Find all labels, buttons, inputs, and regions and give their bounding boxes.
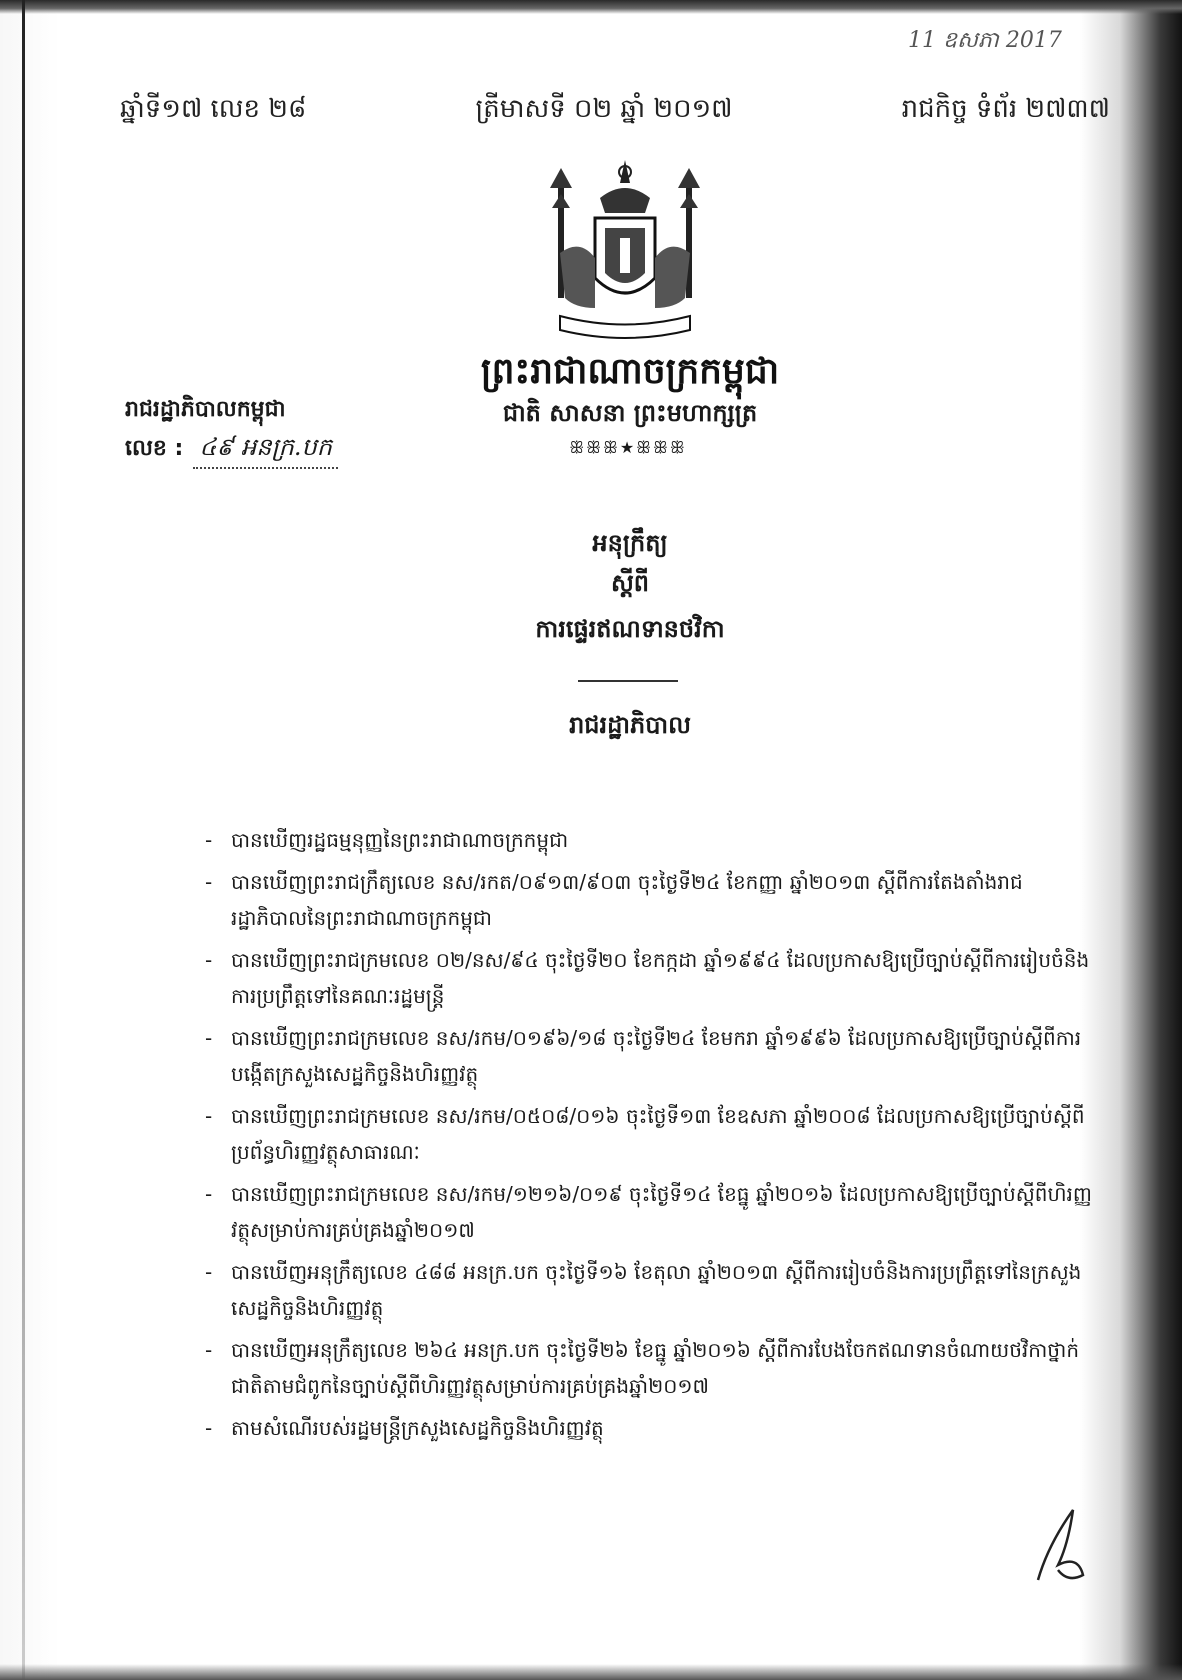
preamble-list <box>205 822 1095 1452</box>
scan-top-edge <box>0 0 1182 14</box>
handwritten-date: 11 ឧសភា 2017 <box>908 28 1062 53</box>
list-item: - តាមសំណើរបស់រដ្ឋមន្ត្រីក្រសួងសេដ្ឋកិច្ចនិងហិរញ្ញវត្ថុ <box>205 1410 1095 1446</box>
royal-coat-of-arms-icon <box>540 158 710 343</box>
decree-about: ស្តីពី <box>610 569 650 597</box>
list-item: - បានឃើញព្រះរាជក្រមលេខ នស/រកម/០១៩៦/១៨ ចុះថ្ងៃទី២៤ ខែមករា ឆ្នាំ១៩៩៦ ដែលប្រកាសឱ្យប្រើច្បាប់ស្តីពីការបង្កើតក្រសួងសេដ្ឋកិច្ចនិងហិរញ្ញវត្ថុ <box>205 1020 1095 1092</box>
number-label: លេខ : <box>125 436 184 461</box>
list-item: - បានឃើញអនុក្រឹត្យលេខ ៤៨៨ អនក្រ.បក ចុះថ្ងៃទី១៦ ខែតុលា ឆ្នាំ២០១៣ ស្តីពីការរៀបចំនិងការប្រព្រឹត្តទៅនៃក្រសួងសេដ្ឋកិច្ចនិងហិរញ្ញវត្ថុ <box>205 1254 1095 1326</box>
decree-subject: ការផ្ទេរឥណទានថវិកា <box>535 615 725 643</box>
decree-type: អនុក្រឹត្យ <box>592 529 668 557</box>
quarter-year: ត្រីមាសទី ០២ ឆ្នាំ ២០១៧ <box>475 94 733 124</box>
gazette-page: រាជកិច្ច ទំព័រ ២៧៣៧ <box>901 94 1110 124</box>
kingdom-title: ព្រះរាជាណាចក្រកម្ពុជា <box>480 351 780 392</box>
list-item: - បានឃើញអនុក្រឹត្យលេខ ២៦៤ អនក្រ.បក ចុះថ្ងៃទី២៦ ខែធ្នូ ឆ្នាំ២០១៦ ស្តីពីការបែងចែកឥណទានចំណាយថវិកាថ្នាក់ជាតិតាមជំពូកនៃច្បាប់ស្តីពីហិរញ្ញវត្ថុសម្រាប់ការគ្រប់គ្រងឆ្នាំ២០១៧ <box>205 1332 1095 1404</box>
number-value: ៤៩ អនក្រ.បក <box>193 432 338 469</box>
list-item: - បានឃើញព្រះរាជក្រមលេខ នស/រកម/១២១៦/០១៩ ចុះថ្ងៃទី១៤ ខែធ្នូ ឆ្នាំ២០១៦ ដែលប្រកាសឱ្យប្រើច្បាប់ស្តីពីហិរញ្ញវត្ថុសម្រាប់ការគ្រប់គ្រងឆ្នាំ២០១៧ <box>205 1176 1095 1248</box>
divider <box>578 680 678 682</box>
year-issue: ឆ្នាំទី១៧ លេខ ២៨ <box>120 94 307 124</box>
scan-bottom-edge <box>0 1664 1182 1680</box>
handwritten-initial-icon <box>1028 1505 1098 1585</box>
title-ornament: ꕥꕥꕥ★ꕥꕥꕥ <box>569 438 687 457</box>
decree-number-line <box>125 432 338 469</box>
scan-left-edge <box>22 0 25 1680</box>
issuer-label: រាជរដ្ឋាភិបាលកម្ពុជា <box>125 397 286 422</box>
list-item: - បានឃើញព្រះរាជក្រមលេខ ០២/នស/៩៤ ចុះថ្ងៃទី២០ ខែកក្កដា ឆ្នាំ១៩៩៤ ដែលប្រកាសឱ្យប្រើច្បាប់ស្តីពីការរៀបចំនិងការប្រព្រឹត្តទៅនៃគណៈរដ្ឋមន្ត្រី <box>205 942 1095 1014</box>
list-item: - បានឃើញព្រះរាជក្រឹត្យលេខ នស/រកត/០៩១៣/៩០៣ ចុះថ្ងៃទី២៤ ខែកញ្ញា ឆ្នាំ២០១៣ ស្តីពីការតែងតាំងរាជរដ្ឋាភិបាលនៃព្រះរាជាណាចក្រកម្ពុជា <box>205 864 1095 936</box>
decree-authority: រាជរដ្ឋាភិបាល <box>569 711 691 739</box>
list-item: - បានឃើញព្រះរាជក្រមលេខ នស/រកម/០៥០៨/០១៦ ចុះថ្ងៃទី១៣ ខែឧសភា ឆ្នាំ២០០៨ ដែលប្រកាសឱ្យប្រើច្បាប់ស្តីពីប្រព័ន្ធហិរញ្ញវត្ថុសាធារណៈ <box>205 1098 1095 1170</box>
gazette-header <box>120 92 1110 130</box>
list-item: - បានឃើញរដ្ឋធម្មនុញ្ញនៃព្រះរាជាណាចក្រកម្ពុជា <box>205 822 1095 858</box>
national-motto: ជាតិ សាសនា ព្រះមហាក្សត្រ <box>502 399 758 427</box>
